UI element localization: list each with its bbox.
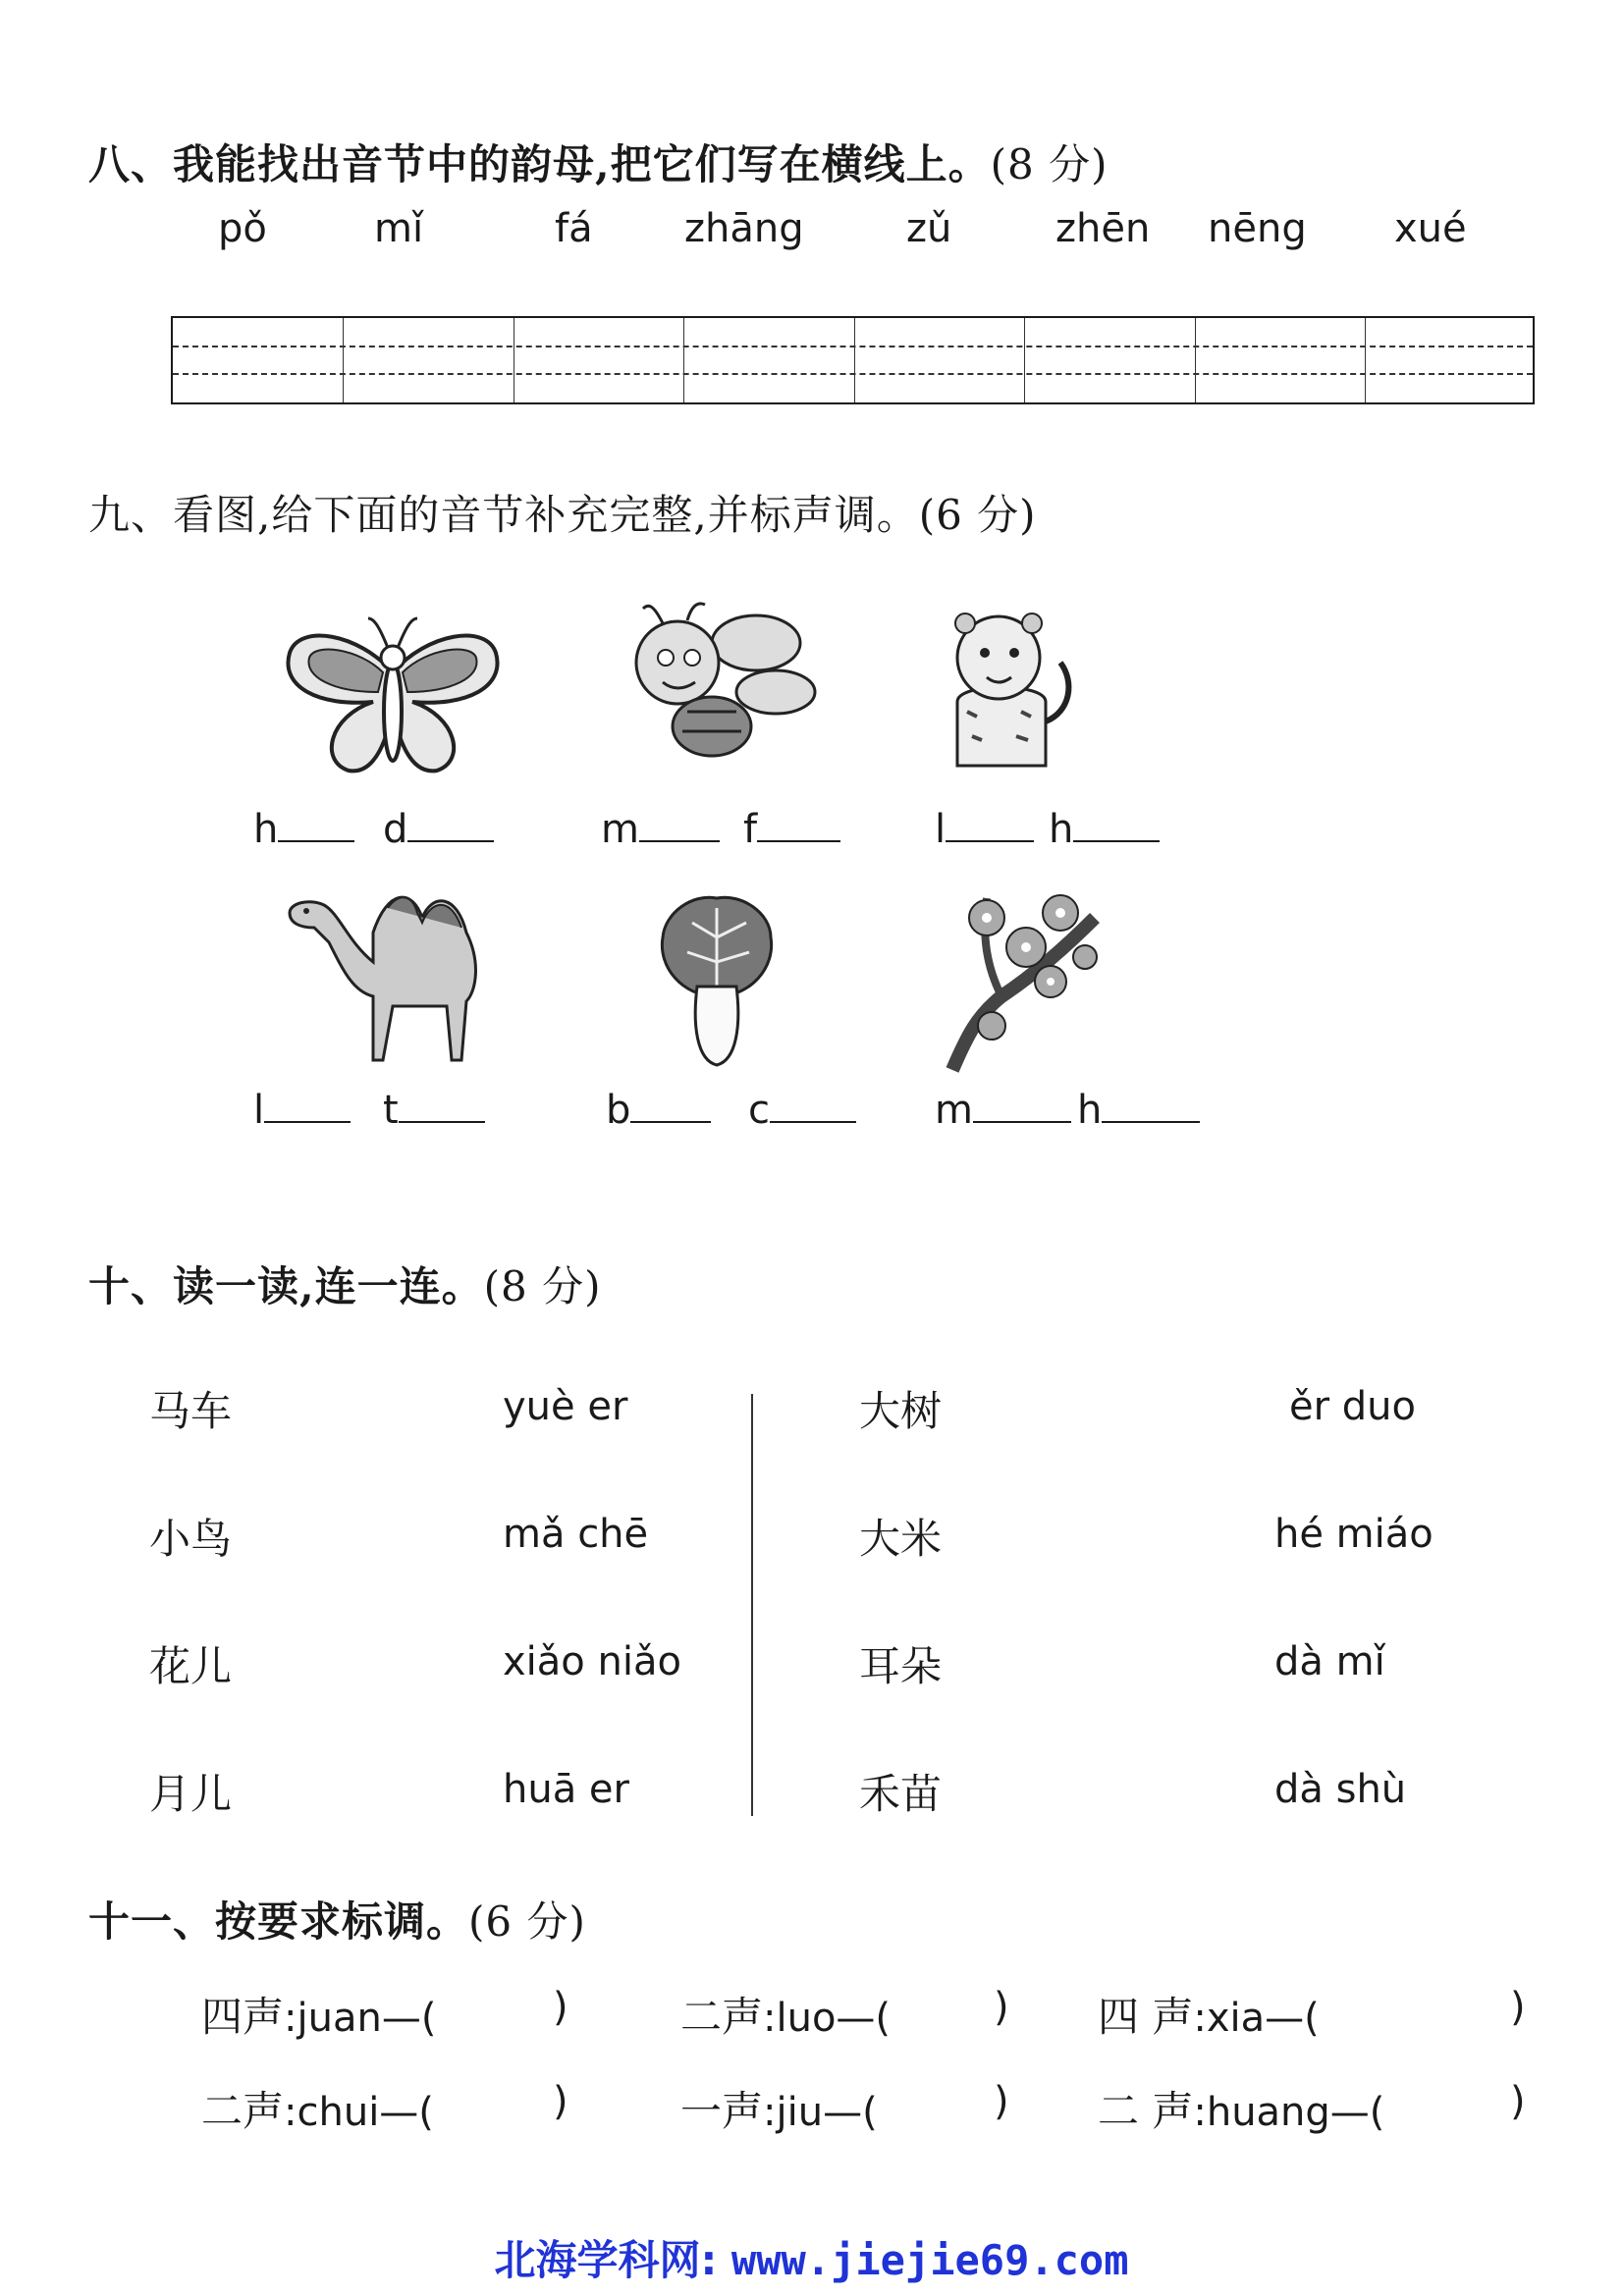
blank-bee-1[interactable]: m	[601, 807, 720, 852]
footer-watermark	[0, 2228, 1623, 2287]
blank-tiger-1[interactable]: l	[935, 807, 1034, 852]
match-pinyin[interactable]: yuè er	[503, 1384, 628, 1429]
blank-bee-2[interactable]: f	[743, 807, 840, 852]
match-word[interactable]: 禾苗	[859, 1770, 943, 1818]
syllable-3: fá	[555, 206, 593, 251]
match-word[interactable]: 马车	[149, 1387, 233, 1435]
syllable-2: mǐ	[374, 206, 424, 251]
blank-plum-1[interactable]: m	[935, 1088, 1071, 1133]
match-pinyin[interactable]: huā er	[503, 1767, 629, 1812]
match-word[interactable]: 小鸟	[149, 1515, 233, 1563]
syllable-8: xué	[1394, 206, 1467, 251]
syllable-4: zhāng	[684, 206, 804, 251]
section-10-title: 十、读一读,连一连。	[88, 1262, 484, 1310]
camel-icon	[275, 883, 491, 1070]
blank-cabbage-2[interactable]: c	[748, 1088, 856, 1133]
tone-item-3[interactable]: 四 声:xia—(	[1098, 1993, 1320, 2041]
section-11-title: 十一、按要求标调。	[88, 1897, 469, 1946]
blank-camel-1[interactable]: l	[253, 1088, 351, 1133]
tone-item-1[interactable]: 四声:juan—(	[201, 1993, 437, 2041]
match-word[interactable]: 月儿	[149, 1770, 233, 1818]
match-word[interactable]: 大米	[859, 1515, 943, 1563]
tone-item-6[interactable]: 二 声:huang—(	[1098, 2087, 1385, 2135]
blank-cabbage-1[interactable]: b	[606, 1088, 711, 1133]
blank-butterfly-1[interactable]: h	[253, 807, 354, 852]
footer-site: 北海学科网:	[494, 2236, 718, 2284]
section-8-title: 八、我能找出音节中的韵母,把它们写在横线上。	[88, 140, 991, 188]
footer-url[interactable]: www.jiejie69.com	[730, 2236, 1129, 2284]
blank-camel-2[interactable]: t	[383, 1088, 485, 1133]
tone-close-6: )	[1510, 2079, 1526, 2124]
tone-item-2[interactable]: 二声:luo—(	[680, 1993, 892, 2041]
blank-plum-2[interactable]: h	[1077, 1088, 1200, 1133]
match-pinyin[interactable]: ěr duo	[1289, 1384, 1416, 1429]
section-11-heading	[88, 1890, 586, 1949]
plum-blossom-icon	[943, 879, 1105, 1075]
match-word[interactable]: 大树	[859, 1387, 943, 1435]
section-9-heading	[88, 483, 1037, 542]
tone-close-2: )	[994, 1985, 1009, 2030]
syllable-1: pǒ	[218, 206, 267, 251]
match-pinyin[interactable]: dà mǐ	[1274, 1639, 1385, 1684]
tone-close-4: )	[553, 2079, 568, 2124]
answer-writing-grid[interactable]	[171, 316, 1535, 404]
match-pinyin[interactable]: hé miáo	[1274, 1512, 1434, 1557]
blank-tiger-2[interactable]: h	[1049, 807, 1160, 852]
tiger-icon	[928, 604, 1075, 775]
syllable-5: zǔ	[906, 206, 952, 251]
section-9-points: (6 分)	[918, 491, 1037, 539]
syllable-6: zhēn	[1055, 206, 1151, 251]
section-9-title: 九、看图,给下面的音节补充完整,并标声调。	[88, 491, 919, 539]
match-pinyin[interactable]: dà shù	[1274, 1767, 1407, 1812]
match-pinyin[interactable]: xiǎo niǎo	[503, 1639, 681, 1684]
section-11-points: (6 分)	[468, 1897, 586, 1946]
match-pinyin[interactable]: mǎ chē	[503, 1512, 649, 1557]
tone-close-5: )	[994, 2079, 1009, 2124]
section-8-heading	[88, 133, 1108, 191]
syllable-7: nēng	[1208, 206, 1307, 251]
cabbage-icon	[653, 888, 781, 1070]
bee-icon	[609, 599, 825, 775]
section-10-heading	[88, 1255, 601, 1313]
tone-close-3: )	[1510, 1985, 1526, 2030]
tone-close-1: )	[553, 1985, 568, 2030]
match-word[interactable]: 花儿	[149, 1642, 233, 1690]
blank-butterfly-2[interactable]: d	[383, 807, 494, 852]
section-10-points: (8 分)	[483, 1262, 602, 1310]
tone-item-4[interactable]: 二声:chui—(	[201, 2087, 434, 2135]
tone-item-5[interactable]: 一声:jiu—(	[680, 2087, 878, 2135]
column-divider	[751, 1394, 753, 1816]
butterfly-icon	[280, 614, 506, 780]
section-8-points: (8 分)	[990, 140, 1109, 188]
match-word[interactable]: 耳朵	[859, 1642, 943, 1690]
